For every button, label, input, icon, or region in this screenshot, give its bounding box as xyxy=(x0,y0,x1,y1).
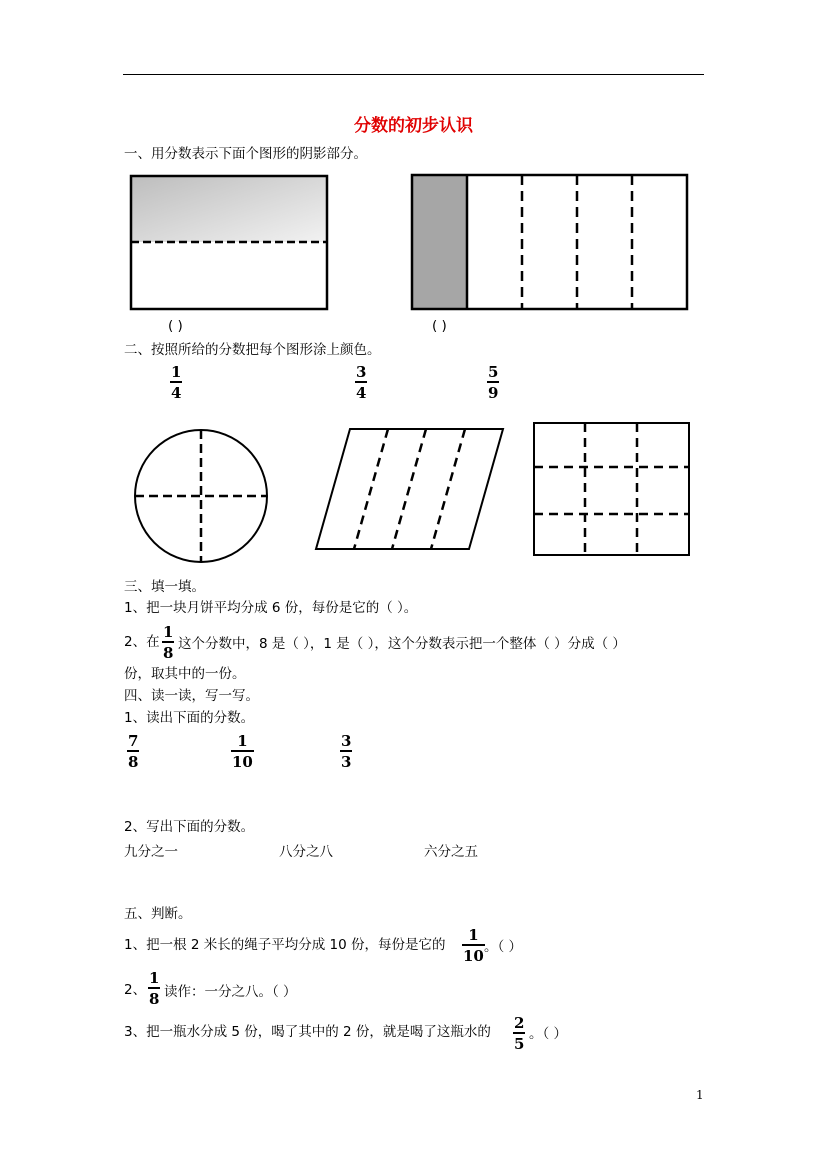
section3-heading: 三、填一填。 xyxy=(124,579,205,595)
section5-q3-end: 。（ ） xyxy=(529,1026,568,1042)
section3-question-1: 1、把一块月饼平均分成 6 份，每份是它的（ ）。 xyxy=(124,600,418,616)
fraction-five-ninths: 5 9 xyxy=(488,363,499,402)
section3-q2-prefix: 2、在 xyxy=(124,634,160,650)
fraction-one-tenth-q1: 1 10 xyxy=(463,926,484,965)
section3-q2-text: 这个分数中，8 是（ ），1 是（ ），这个分数表示把一个整体（ ）分成（ ） xyxy=(178,636,626,652)
write-word-1: 九分之一 xyxy=(124,844,178,860)
fraction-one-eighth-q2: 1 8 xyxy=(149,969,160,1008)
fraction-three-quarters: 3 4 xyxy=(356,363,367,402)
shaded-rectangle-fifths xyxy=(412,175,687,309)
fraction-seven-eighths: 7 8 xyxy=(128,732,139,771)
fraction-two-fifths: 2 5 xyxy=(514,1014,525,1053)
section1-heading: 一、用分数表示下面个图形的阴影部分。 xyxy=(124,146,367,162)
answer-blank-1[interactable]: ( ) xyxy=(168,318,183,334)
section5-q2-prefix: 2、 xyxy=(124,982,147,998)
section4-sub2: 2、写出下面的分数。 xyxy=(124,819,255,835)
section5-q1-end: 。（ ） xyxy=(484,939,523,955)
shaded-rectangle-halves xyxy=(131,176,327,309)
parallelogram-quarters xyxy=(316,429,503,549)
section5-q1-text: 1、把一根 2 米长的绳子平均分成 10 份，每份是它的 xyxy=(124,937,446,953)
fraction-three-thirds: 3 3 xyxy=(341,732,352,771)
section4-sub1: 1、读出下面的分数。 xyxy=(124,710,255,726)
fraction-one-quarter: 1 4 xyxy=(171,363,182,402)
circle-quarters xyxy=(135,430,267,562)
section5-q3-text: 3、把一瓶水分成 5 份，喝了其中的 2 份，就是喝了这瓶水的 xyxy=(124,1024,491,1040)
page-number: 1 xyxy=(696,1088,704,1102)
worksheet-title: 分数的初步认识 xyxy=(354,116,473,136)
fraction-one-eighth: 1 8 xyxy=(163,623,174,662)
section5-heading: 五、判断。 xyxy=(124,906,192,922)
section3-q2-continued: 份，取其中的一份。 xyxy=(124,666,246,682)
section2-heading: 二、按照所给的分数把每个图形涂上颜色。 xyxy=(124,342,381,358)
section5-q2-text: 读作：一分之八。（ ） xyxy=(164,984,297,1000)
grid-rectangle-ninths xyxy=(534,423,689,555)
write-word-2: 八分之八 xyxy=(279,844,333,860)
fraction-one-tenth: 1 10 xyxy=(232,732,253,771)
answer-blank-2[interactable]: ( ) xyxy=(432,318,447,334)
section4-heading: 四、读一读，写一写。 xyxy=(124,688,259,704)
write-word-3: 六分之五 xyxy=(424,844,478,860)
